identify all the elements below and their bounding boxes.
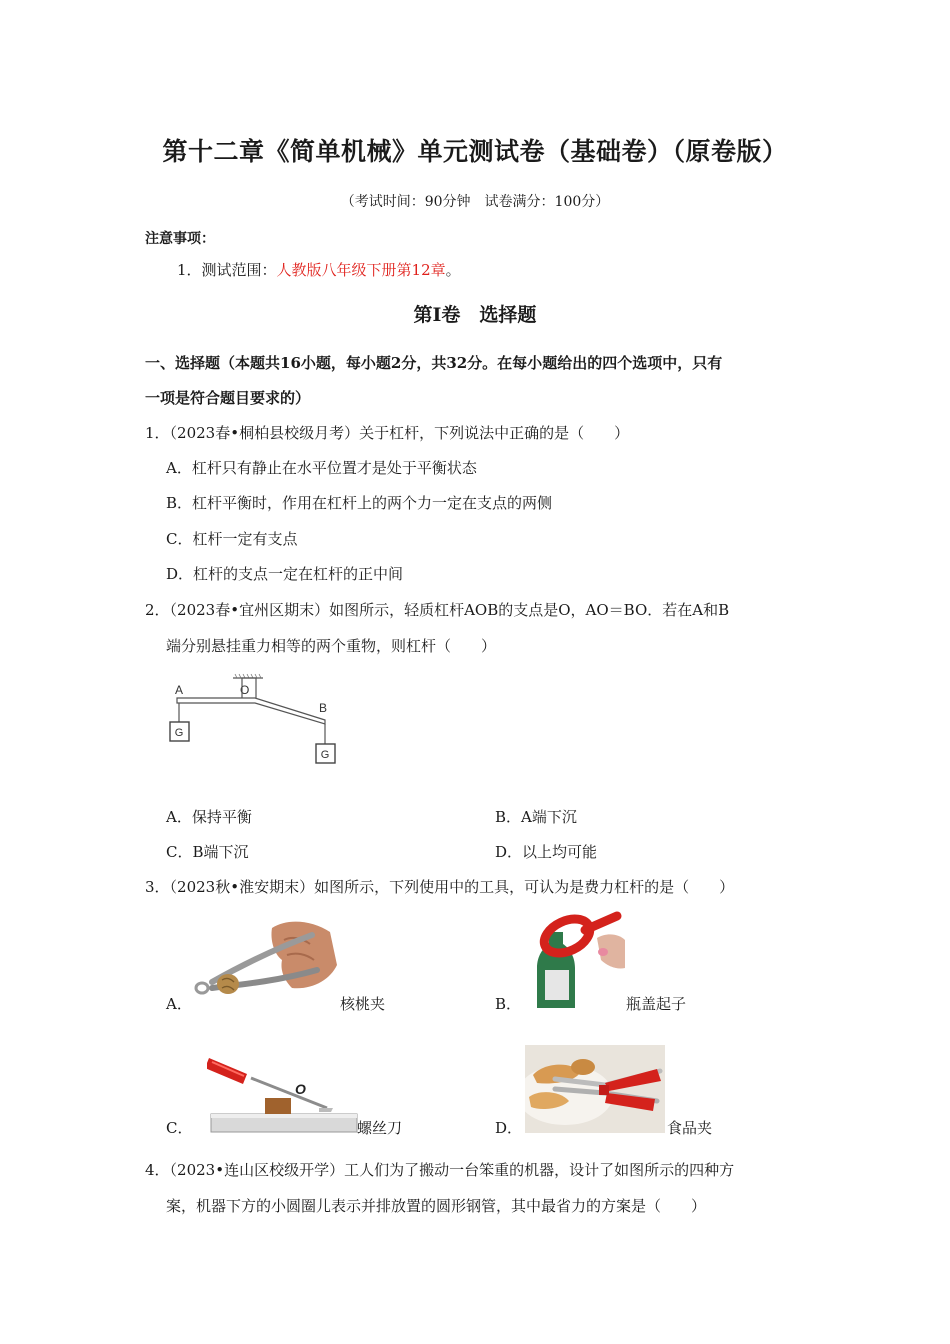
bottle-opener-image xyxy=(527,908,625,1008)
question-3-option-c-letter: C． xyxy=(166,1119,193,1137)
lever-label-o: O xyxy=(240,683,250,697)
question-1-stem: 1．（2023春•桐柏县校级月考）关于杠杆，下列说法中正确的是（ ） xyxy=(145,424,630,442)
bottle-opener-caption: 瓶盖起子 xyxy=(626,995,687,1013)
question-2-option-a: A．保持平衡 xyxy=(166,808,252,826)
section-title: 第Ⅰ卷 选择题 xyxy=(413,304,537,326)
lever-label-b: B xyxy=(319,701,328,715)
notice-item-1-suffix: 。 xyxy=(445,261,461,279)
question-3-option-a-letter: A． xyxy=(166,995,192,1013)
nutcracker-image xyxy=(192,910,342,1010)
question-1-option-a: A．杠杆只有静止在水平位置才是处于平衡状态 xyxy=(166,459,477,477)
food-tongs-image xyxy=(525,1045,665,1133)
question-4-stem-line-2: 案，机器下方的小圆圈儿表示并排放置的圆形钢管，其中最省力的方案是（ ） xyxy=(166,1197,707,1215)
lever-label-a: A xyxy=(175,683,184,697)
question-2-stem-line-2: 端分别悬挂重力相等的两个重物，则杠杆（ ） xyxy=(166,637,497,655)
exam-info: （考试时间：90分钟 试卷满分：100分） xyxy=(340,194,610,210)
notice-item-1 xyxy=(177,260,461,280)
weight-label-2: G xyxy=(320,749,330,761)
question-4-stem-line-1: 4．（2023•连山区校级开学）工人们为了搬动一台笨重的机器，设计了如图所示的四种方 xyxy=(145,1161,735,1179)
question-1-option-c: C．杠杆一定有支点 xyxy=(166,530,298,548)
screwdriver-caption: 螺丝刀 xyxy=(357,1119,403,1137)
notice-scope: 人教版八年级下册第12章 xyxy=(276,261,446,279)
page-title: 第十二章《简单机械》单元测试卷（基础卷）（原卷版） xyxy=(162,137,788,166)
food-tongs-caption: 食品夹 xyxy=(667,1119,713,1137)
question-2-stem-line-1: 2．（2023春•宜州区期末）如图所示，轻质杠杆AOB的支点是O，AO＝BO．若在A和B xyxy=(145,601,730,619)
notice-item-1-prefix: 1．测试范围： xyxy=(177,261,277,279)
question-2-option-b: B．A端下沉 xyxy=(495,808,577,826)
question-2-option-c: C．B端下沉 xyxy=(166,843,249,861)
part-instructions-line-1: 一、选择题（本题共16小题，每小题2分，共32分。在每小题给出的四个选项中，只有 xyxy=(145,354,723,372)
weight-label-1: G xyxy=(174,727,184,739)
part-instructions-line-2: 一项是符合题目要求的） xyxy=(145,389,311,407)
screwdriver-fulcrum-label: O xyxy=(295,1081,306,1097)
notice-heading: 注意事项： xyxy=(145,231,215,247)
lever-figure xyxy=(165,670,350,770)
screwdriver-image xyxy=(207,1050,359,1135)
question-2-option-d: D．以上均可能 xyxy=(495,843,598,861)
question-3-stem: 3．（2023秋•淮安期末）如图所示，下列使用中的工具，可认为是费力杠杆的是（ ） xyxy=(145,878,735,896)
question-1-option-d: D．杠杆的支点一定在杠杆的正中间 xyxy=(166,565,404,583)
question-3-option-b-letter: B． xyxy=(495,995,522,1013)
nutcracker-caption: 核桃夹 xyxy=(340,995,386,1013)
question-1-option-b: B．杠杆平衡时，作用在杠杆上的两个力一定在支点的两侧 xyxy=(166,494,553,512)
question-3-option-d-letter: D． xyxy=(495,1119,523,1137)
